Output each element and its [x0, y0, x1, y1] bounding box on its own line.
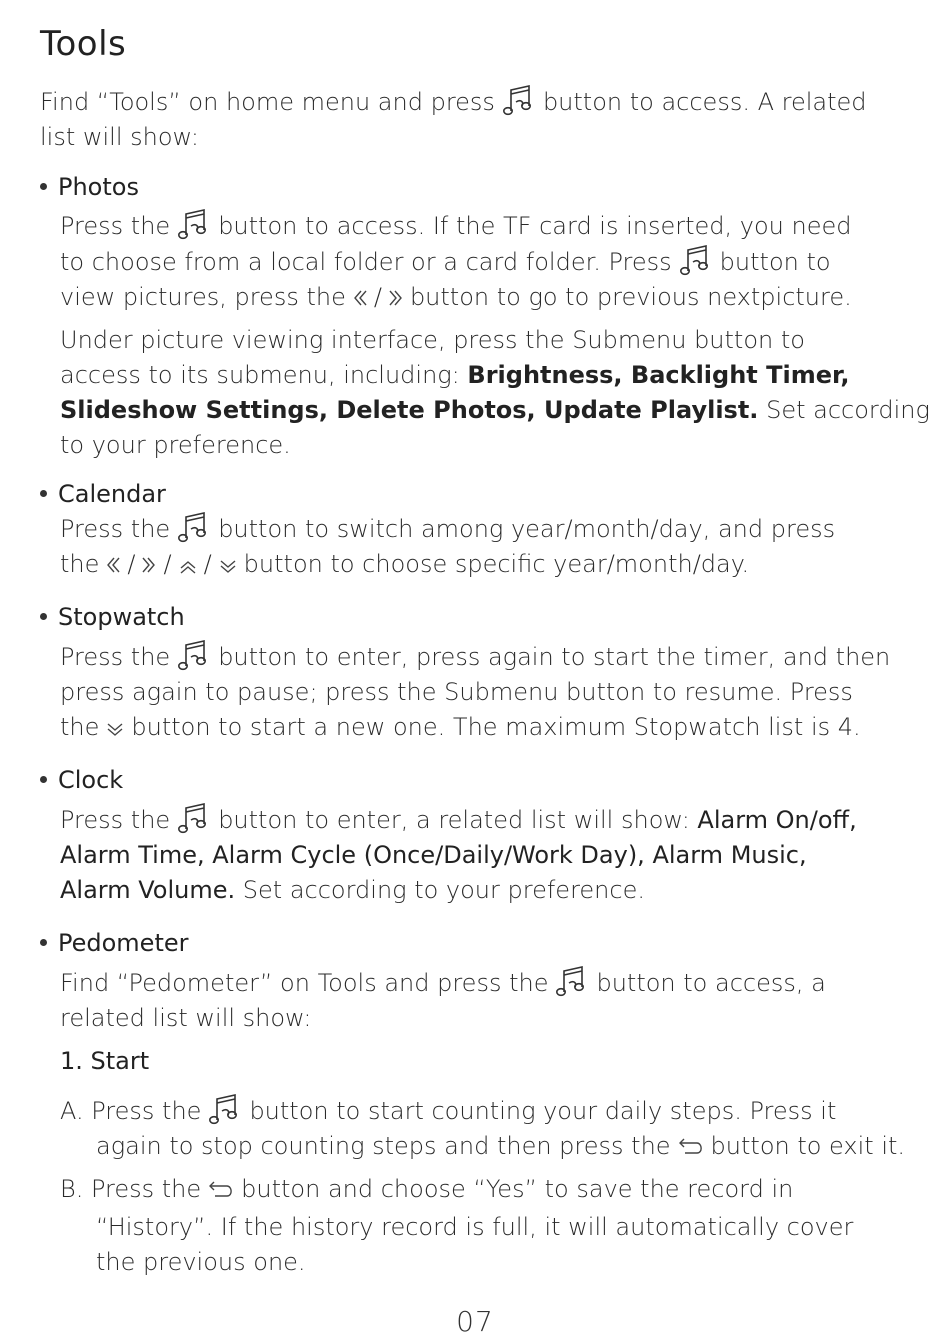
step-a-paragraph: A. Press the button to start counting your daily steps. Press it again to stop counting steps and then press the button to exit it. [60, 1093, 920, 1167]
intro-paragraph: Find “Tools” on home menu and press button to access. A related list will show: [40, 84, 910, 155]
chevron-left-icon [352, 283, 368, 318]
chevron-down-icon [218, 550, 238, 585]
section-heading-calendar: Calendar [40, 479, 166, 509]
music-note-icon [178, 208, 210, 242]
chevron-up-icon [178, 550, 198, 585]
page-title: Tools [40, 24, 127, 64]
sub-heading-start: 1. Start [60, 1047, 150, 1075]
chevron-down-icon [105, 713, 125, 748]
chevron-right-icon [388, 283, 404, 318]
back-arrow-icon [677, 1132, 705, 1167]
bullet-icon [40, 183, 47, 190]
section-heading-stopwatch: Stopwatch [40, 602, 185, 632]
section-heading-pedometer: Pedometer [40, 928, 189, 958]
chevron-left-icon [105, 550, 121, 585]
music-note-icon [503, 84, 535, 118]
calendar-paragraph: Press the button to switch among year/month/day, and press the / / / button to choose specific year/month/day. [60, 511, 910, 585]
music-note-icon [178, 511, 210, 545]
music-note-icon [680, 244, 712, 278]
section-heading-photos: Photos [40, 172, 139, 202]
stopwatch-paragraph: Press the button to enter, press again to start the timer, and then press again to pause; press the Submenu button to resume. Press the button to start a new one. The maximum Stopwatch list is 4. [60, 639, 910, 748]
back-arrow-icon [207, 1175, 235, 1210]
clock-paragraph: Press the button to enter, a related list will show: Alarm On/off, Alarm Time, Alarm Cycle (Once/Daily/Work Day), Alarm Music, Alarm Volume. Set according to your preference. [60, 802, 910, 908]
music-note-icon [178, 802, 210, 836]
page-number: 07 [456, 1305, 494, 1338]
music-note-icon [556, 965, 588, 999]
chevron-right-icon [141, 550, 157, 585]
bullet-icon [40, 776, 47, 783]
photos-paragraph: Press the button to access. If the TF card is inserted, you need to choose from a local folder or a card folder. Press button to view pictures, press the / button to go to previous nextpicture. Under picture viewing interface, press the Submenu button to access to its submenu, including: Brightness, Backlight Timer, Slideshow Settings, Delete Photos, Update Playlist. Set according to your preference. [60, 208, 910, 463]
step-b-paragraph: B. Press the button and choose “Yes” to save the record in “History”. If the history record is full, it will automatically cover the previous one. [60, 1175, 854, 1276]
section-heading-clock: Clock [40, 765, 123, 795]
music-note-icon [178, 639, 210, 673]
music-note-icon [209, 1093, 241, 1127]
bullet-icon [40, 613, 47, 620]
bullet-icon [40, 490, 47, 497]
pedometer-paragraph: Find “Pedometer” on Tools and press the button to access, a related list will show: [60, 965, 910, 1036]
bullet-icon [40, 939, 47, 946]
